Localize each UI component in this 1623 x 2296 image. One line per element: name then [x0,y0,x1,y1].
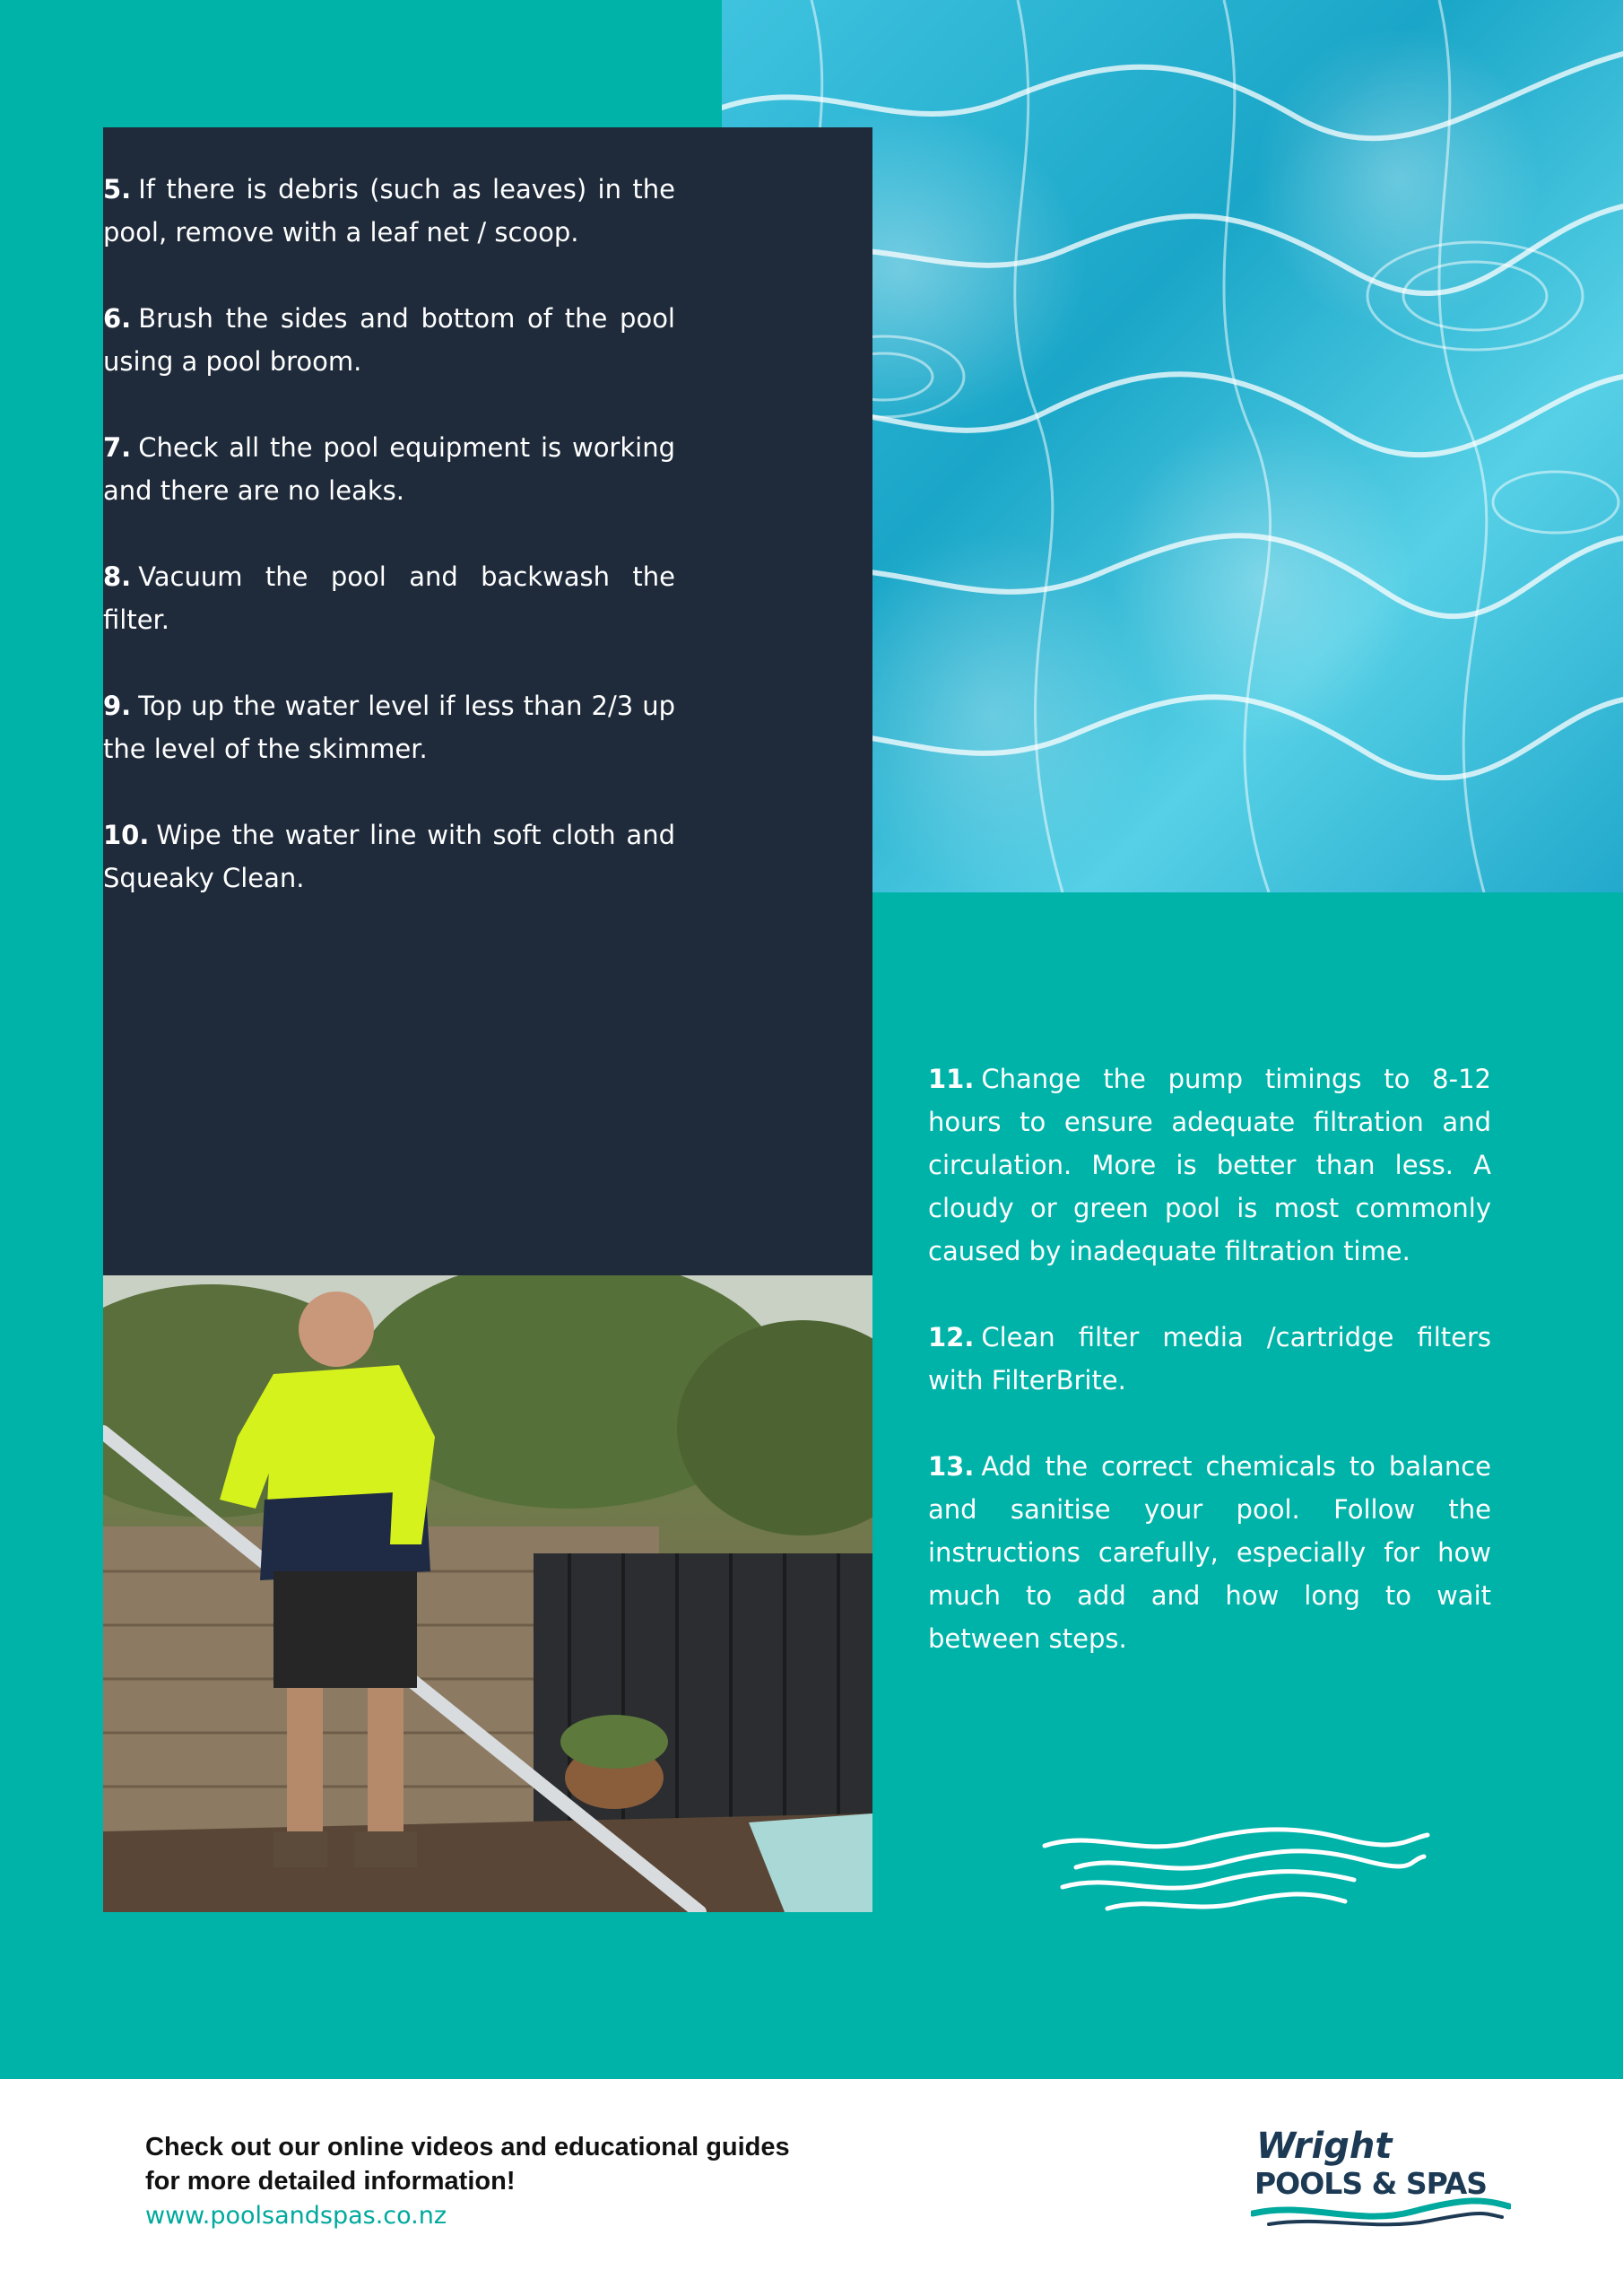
step-number: 8. [103,561,132,592]
website-link[interactable]: www.poolsandspas.co.nz [145,2202,447,2230]
step-number: 7. [103,432,132,463]
step-number: 12. [928,1322,975,1352]
step-number: 9. [103,691,132,721]
step-text: Wipe the water line with soft cloth and Squeaky Clean. [103,820,675,893]
step-text: Top up the water level if less than 2/3 up the level of the skimmer. [103,691,675,764]
logo-wordmark-pools: POOLS & SPAS [1254,2166,1488,2201]
logo-wordmark-wright: Wright [1256,2126,1393,2167]
footer-line-2: for more detailed information! [145,2167,516,2196]
step-9 [103,684,675,770]
step-text: Change the pump timings to 8-12 hours to ensure adequate filtration and circulation. More is better than less. A cloudy or green pool is most commonly caused by inadequate filtration time. [928,1064,1491,1266]
step-number: 6. [103,303,132,334]
footer-line-1: Check out our online videos and educational guides [145,2133,790,2161]
step-text: Clean filter media /cartridge filters with FilterBrite. [928,1322,1491,1396]
step-12 [928,1316,1491,1402]
step-text: Check all the pool equipment is working and there are no leaks. [103,432,675,506]
worker-illustration [103,1275,872,1912]
step-8 [103,555,675,641]
step-7 [103,426,675,512]
step-13 [928,1445,1491,1660]
step-text: Brush the sides and bottom of the pool using a pool broom. [103,303,675,377]
footer-text [145,2130,863,2234]
wright-pools-spas-logo [1251,2126,1520,2233]
step-text: Vacuum the pool and backwash the filter. [103,561,675,635]
step-number: 13. [928,1451,975,1482]
step-10 [103,813,675,900]
step-text: Add the correct chemicals to balance and sanitise your pool. Follow the instructions carefully, especially for how much to add and how long to wait between steps. [928,1451,1491,1654]
step-5 [103,168,675,254]
logo-wave-icon [1251,2196,1511,2231]
step-number: 10. [103,820,150,850]
step-number: 11. [928,1064,975,1094]
step-11 [928,1057,1491,1273]
waves-icon [1040,1821,1435,1919]
worker-cleaning-pool-photo [103,1275,872,1912]
step-text: If there is debris (such as leaves) in the pool, remove with a leaf net / scoop. [103,174,675,248]
step-number: 5. [103,174,132,204]
step-6 [103,297,675,383]
footer [0,2079,1623,2296]
